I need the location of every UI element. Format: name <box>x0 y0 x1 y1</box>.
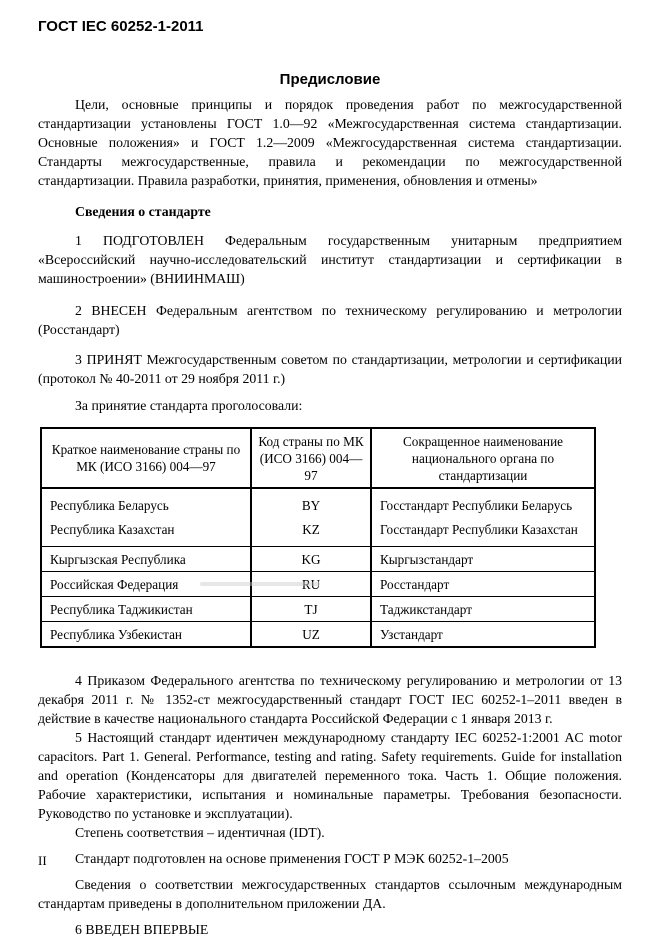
cell-code: RU <box>251 572 371 597</box>
standard-info-heading: Сведения о стандарте <box>75 204 211 219</box>
table-row <box>41 622 595 648</box>
cell-country: Российская Федерация <box>41 572 251 597</box>
cell-org: Таджикстандарт <box>371 597 595 622</box>
basis-line: Стандарт подготовлен на основе применения ГОСТ Р МЭК 60252-1–2005 <box>75 851 509 866</box>
cell-country: Республика Узбекистан <box>41 622 251 648</box>
table-row <box>41 597 595 622</box>
info-item-2-submitted: 2 ВНЕСЕН Федеральным агентством по техническому регулированию и метрологии (Росстандарт) <box>38 303 622 337</box>
cell-country: Кыргызская Республика <box>41 547 251 572</box>
table-row <box>41 517 595 547</box>
cell-code: KG <box>251 547 371 572</box>
cell-org: Росстандарт <box>371 572 595 597</box>
cell-code: UZ <box>251 622 371 648</box>
cell-country: Республика Таджикистан <box>41 597 251 622</box>
cell-code: BY <box>251 488 371 517</box>
header-national-org: Сокращенное наименование национального органа по стандартизации <box>371 428 595 488</box>
table-header-row <box>41 428 595 488</box>
idt-degree-line: Степень соответствия – идентичная (IDT). <box>75 825 325 840</box>
info-item-1-prepared: 1 ПОДГОТОВЛЕН Федеральным государственным унитарным предприятием «Всероссийский научно-исследовательский институт стандартизации и сертификации в машиностроении» (ВНИИНМАШ) <box>38 233 622 286</box>
info-item-4-order: 4 Приказом Федерального агентства по техническому регулированию и метрологии от 13 декабря 2011 г. № 1352-ст межгосударственный стандарт ГОСТ IEC 60252-1–2011 введен в действие в качестве национального стандарта Российской Федерации с 1 января 2013 г. <box>38 673 622 726</box>
cell-org: Госстандарт Республики Казахстан <box>371 517 595 547</box>
table-row <box>41 488 595 517</box>
vote-intro-line: За принятие стандарта проголосовали: <box>75 398 303 413</box>
cell-org: Кыргызстандарт <box>371 547 595 572</box>
header-country-name: Краткое наименование страны по МК (ИСО 3166) 004—97 <box>41 428 251 488</box>
scan-artifact <box>200 582 320 586</box>
doc-number: ГОСТ IEC 60252-1-2011 <box>38 18 204 35</box>
cell-org: Госстандарт Республики Беларусь <box>371 488 595 517</box>
info-item-5-identical: 5 Настоящий стандарт идентичен международному стандарту IEC 60252-1:2001 AC motor capacitors. Part 1. General. Performance, testing and rating. Safety requirements. Guide for installation and operation (Конденсаторы для двигателей переменного тока. Часть 1. Общие положения. Рабочие характеристики, испытания и номинальные параметры. Требования безопасности. Руководство по установке и эксплуатации). <box>38 730 622 821</box>
intro-paragraph: Цели, основные принципы и порядок проведения работ по межгосударственной стандартизации установлены ГОСТ 1.0—92 «Межгосударственная система стандартизации. Основные положения» и ГОСТ 1.2—2009 «Межгосударственная система стандартизации. Стандарты межгосударственные, правила и рекомендации по межгосударственной стандартизации. Правила разработки, принятия, применения, обновления и отмены» <box>38 97 622 188</box>
cell-country: Республика Беларусь <box>41 488 251 517</box>
da-annex-note: Сведения о соответствии межгосударственных стандартов ссылочным международным стандартам приведены в дополнительном приложении ДА. <box>38 877 622 911</box>
foreword-title: Предисловие <box>279 71 381 88</box>
cell-code: KZ <box>251 517 371 547</box>
page-number: II <box>38 853 47 868</box>
header-country-code: Код страны по МК (ИСО 3166) 004—97 <box>251 428 371 488</box>
cell-code: TJ <box>251 597 371 622</box>
info-item-3-adopted: 3 ПРИНЯТ Межгосударственным советом по стандартизации, метрологии и сертификации (протокол № 40-2011 от 29 ноября 2011 г.) <box>38 352 622 386</box>
table-row <box>41 547 595 572</box>
info-item-6-first-issued: 6 ВВЕДЕН ВПЕРВЫЕ <box>75 922 209 936</box>
cell-country: Республика Казахстан <box>41 517 251 547</box>
voting-countries-table <box>40 427 596 648</box>
cell-org: Узстандарт <box>371 622 595 648</box>
